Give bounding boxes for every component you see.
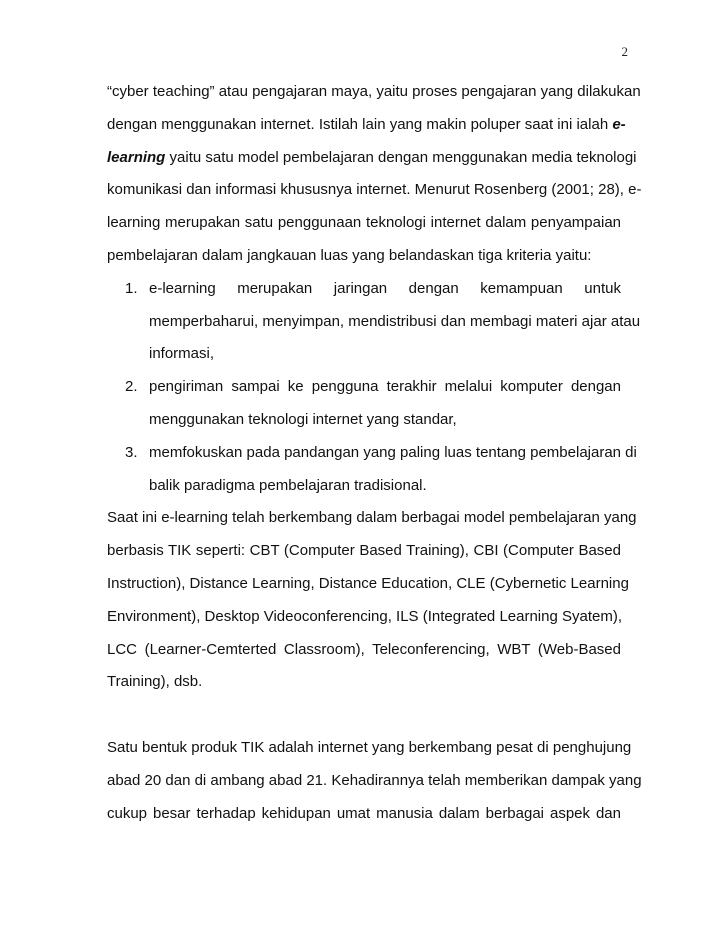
paragraph-spacer <box>107 705 621 738</box>
paragraph-internet <box>107 738 642 836</box>
list-text: memfokuskan pada pandangan yang paling luas tentang pembelajaran di <box>149 443 637 461</box>
list-item <box>107 377 621 443</box>
list-text: memperbaharui, menyimpan, mendistribusi dan membagi materi ajar atau <box>149 312 641 330</box>
list-text: pengiriman sampai ke pengguna terakhir melalui komputer dengan <box>149 378 621 396</box>
text-line: abad 20 dan di ambang abad 21. Kehadirannya telah memberikan dampak yang <box>107 771 642 789</box>
text-line: “cyber teaching” atau pengajaran maya, yaitu proses pengajaran yang dilakukan <box>107 83 641 100</box>
list-text: balik paradigma pembelajaran tradisional. <box>149 476 427 494</box>
text-line <box>107 148 637 181</box>
list-item-line <box>107 443 637 476</box>
text-line: Saat ini e-learning telah berkembang dalam berbagai model pembelajaran yang <box>107 509 637 527</box>
emphasis-e-learning-part2: learning <box>107 148 166 166</box>
list-item-line <box>107 377 621 410</box>
emphasis-e-learning-part1: e- <box>612 115 626 133</box>
list-text: menggunakan teknologi internet yang standar, <box>149 410 457 428</box>
text-line: cukup besar terhadap kehidupan umat manusia dalam berbagai aspek dan <box>107 804 621 822</box>
paragraph-elearning-models <box>107 508 637 705</box>
text-segment: yaitu satu model pembelajaran dengan menggunakan media teknologi <box>169 148 637 166</box>
list-item-line <box>107 410 621 443</box>
list-text: e-learning merupakan jaringan dengan kemampuan untuk <box>149 279 621 297</box>
text-line: LCC (Learner-Cemterted Classroom), Teleconferencing, WBT (Web-Based <box>107 640 621 658</box>
list-number: 1. <box>125 279 138 297</box>
text-line: komunikasi dan informasi khususnya internet. Menurut Rosenberg (2001; 28), e- <box>107 181 642 199</box>
text-line: berbasis TIK seperti: CBT (Computer Based Training), CBI (Computer Based <box>107 542 621 560</box>
list-text: informasi, <box>149 345 215 363</box>
list-item <box>107 443 637 509</box>
page-number: 2 <box>621 44 628 59</box>
list-number: 2. <box>125 378 138 396</box>
text-line: pembelajaran dalam jangkauan luas yang belandaskan tiga kriteria yaitu: <box>107 246 592 264</box>
list-item-line <box>107 476 621 509</box>
text-line: Environment), Desktop Videoconferencing, ILS (Integrated Learning Syatem), <box>107 607 623 625</box>
list-item-line <box>107 344 621 377</box>
list-number: 3. <box>125 443 138 461</box>
paragraph-intro <box>107 82 642 279</box>
list-item-line <box>107 312 641 345</box>
criteria-list <box>107 279 641 509</box>
text-line: Satu bentuk produk TIK adalah internet yang berkembang pesat di penghujung <box>107 738 632 756</box>
list-item-line <box>107 279 621 312</box>
text-line: Training), dsb. <box>107 673 203 691</box>
list-item <box>107 279 641 377</box>
document-body <box>107 82 642 836</box>
text-line: learning merupakan satu penggunaan teknologi internet dalam penyampaian <box>107 214 621 232</box>
text-line: Instruction), Distance Learning, Distance Education, CLE (Cybernetic Learning <box>107 574 629 592</box>
text-segment: dengan menggunakan internet. Istilah lain yang makin poluper saat ini ialah <box>107 115 609 133</box>
text-line <box>107 115 626 148</box>
